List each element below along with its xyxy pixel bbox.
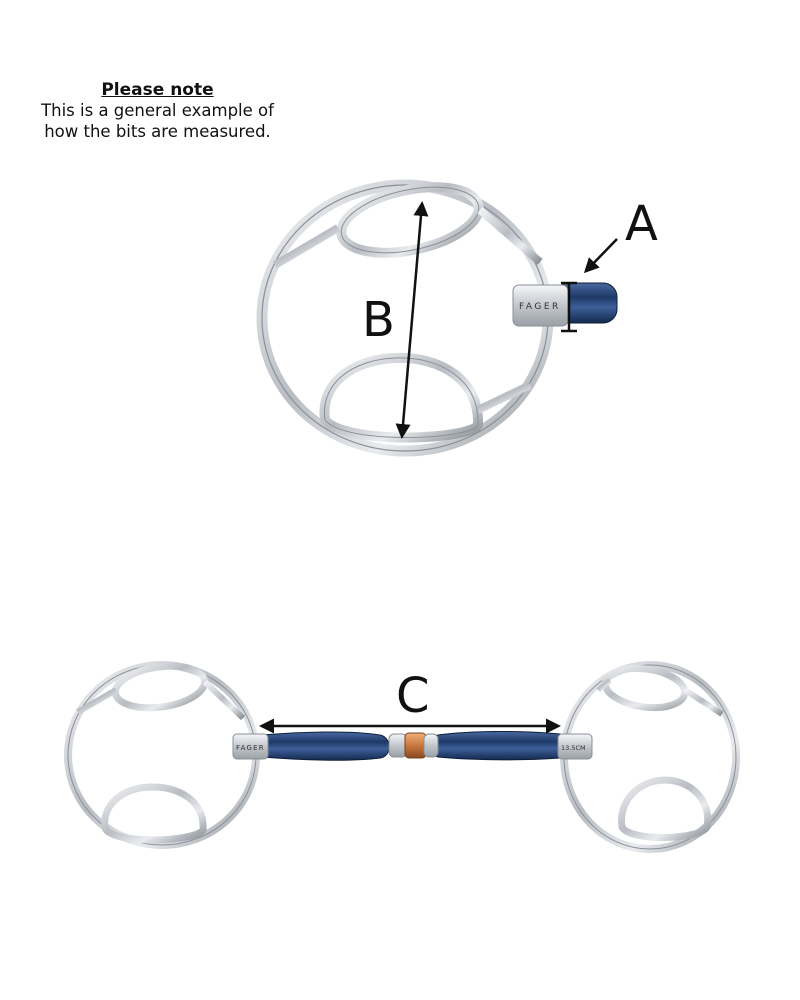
mouthpiece-right [431, 731, 561, 759]
note-line-2: how the bits are measured. [44, 122, 271, 141]
measure-a-pointer [586, 239, 617, 271]
center-link-steel [389, 734, 407, 757]
right-lower-loop [622, 780, 708, 838]
center-link-steel-right [424, 734, 438, 757]
left-sleeve-brand: FAGER [236, 744, 265, 752]
measure-c [262, 668, 558, 726]
right-sleeve-size: 13.5CM [561, 744, 586, 752]
top-lower-loop [324, 358, 478, 438]
left-ring [68, 661, 256, 845]
top-ring-group [262, 176, 617, 451]
left-main-ring [68, 665, 256, 845]
mouthpiece-left [262, 732, 389, 760]
top-sleeve-brand: FAGER [519, 302, 561, 312]
measure-b-line [402, 204, 422, 436]
center-copper-roller [405, 733, 426, 758]
measure-b [362, 204, 422, 436]
note-line-1: This is a general example of [41, 101, 274, 120]
measure-b-label: B [362, 292, 395, 348]
measure-c-label: C [396, 668, 430, 724]
top-strut-right [480, 210, 540, 262]
measure-a-label: A [625, 196, 658, 252]
note-heading: Please note [101, 80, 214, 100]
